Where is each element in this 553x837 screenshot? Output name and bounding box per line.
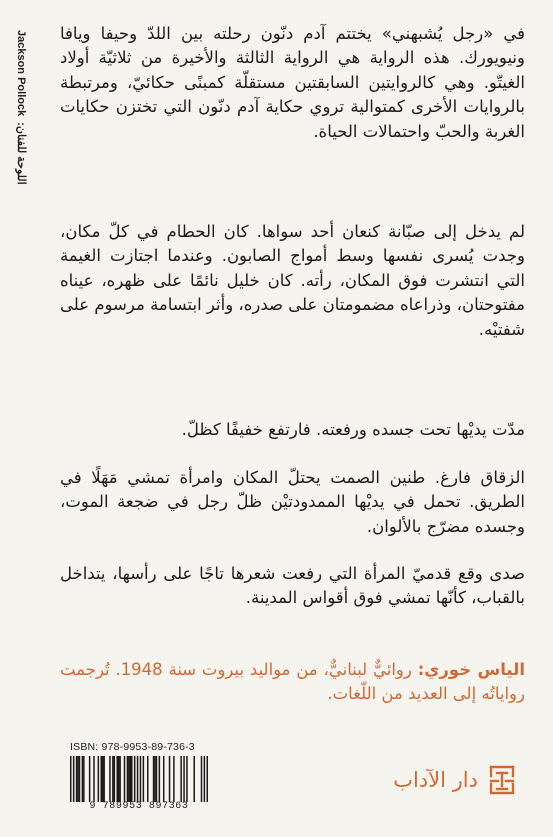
blurb-paragraph-excerpt-3: الزقاق فارغ. طنين الصمت يحتلّ المكان وامرأة تمشي مَهَلًا في الطريق. تحمل في يديْها الممدودتيْن ظلّ رجل في ضجعة الموت، وجسده مضرّج بالألوان. [60, 468, 525, 536]
barcode-bar [77, 756, 79, 802]
barcode-bar [134, 756, 136, 802]
barcode-bar [118, 756, 120, 802]
barcode-bar [183, 756, 185, 802]
blurb-paragraph-excerpt-2: مدّت يديْها تحت جسده ورفعته. فارتفع خفيفًا كظلّ. [181, 420, 525, 439]
barcode-bar [89, 756, 91, 802]
barcode-bar [83, 756, 85, 802]
barcode-bar [124, 756, 126, 802]
barcode-bar [147, 756, 149, 802]
barcode-bar [180, 756, 182, 802]
barcode-bar [93, 756, 95, 802]
barcode-bar [154, 756, 156, 802]
barcode-bar [127, 756, 129, 802]
barcode-bar [130, 756, 132, 802]
barcode-bar [82, 756, 84, 802]
barcode-bar [163, 756, 165, 802]
isbn-label: ISBN: 978-9953-89-736-3 [70, 741, 195, 753]
blurb-paragraph-excerpt-1: لم يدخل إلى صبّانة كنعان أحد سواها. كان الحطام في كلّ مكان، وجدت يُسرى نفسها وسط أمواج الصابون. وعندما اجتازت الغيمة التي انتشرت فوق المكان، رأته. كان خليل نائمًا على ظهره، عيناه مفتوحتان، وذراعاه مضمومتان على صدره، وأثر ابتسامة مرسوم على شفتيْه. [60, 222, 525, 339]
barcode-bar [116, 756, 118, 802]
barcode-bar [70, 756, 72, 802]
barcode-bar [193, 756, 195, 802]
barcode-bar [201, 756, 203, 802]
barcode-bar [169, 756, 171, 802]
author-bio-paragraph [60, 658, 525, 707]
barcode-bar [114, 756, 116, 802]
barcode-bar [207, 756, 208, 802]
barcode-bar [143, 756, 145, 802]
barcode-bar [73, 756, 75, 802]
publisher-block [393, 760, 516, 800]
author-bio: روائيٌّ لبنانيٌّ، من مواليد بيروت سنة 1948. تُرجمت رواياتُه إلى العديد من اللّغات. [60, 660, 525, 704]
barcode-bar [204, 756, 206, 802]
publisher-name: دار الآداب [393, 768, 478, 792]
blurb-paragraph-intro: في «رجل يُشبهني» يختتم آدم دنّون رحلته بين اللدّ وحيفا ويافا ونيويورك. هذه الرواية هي الرواية الثالثة والأخيرة من ثلاثيّة أولاد الغيتّو. وهي كالروايتين السابقتين مستقلّة كمبنًى حكائيّ، ومرتبطة بالروايات الأخرى كمتوالية تروي حكاية آدم دنّون التي تختزن حكايات الغربة والحبّ واحتمالات الحياة. [60, 24, 525, 141]
blurb-paragraph-excerpt-4: صدى وقع قدميّ المرأة التي رفعت شعرها تاجًا على رأسها، يتداخل بالقباب، كأنّها تمشي فوق أقواس المدينة. [60, 564, 525, 608]
barcode-bar [112, 756, 114, 802]
artist-name: Jackson Pollock [15, 30, 27, 117]
barcode-bar [119, 756, 121, 802]
barcode-bar [109, 756, 111, 802]
barcode-bar [137, 756, 139, 802]
barcode-bar [79, 756, 81, 802]
barcode-bar [156, 756, 158, 802]
isbn-barcode [70, 756, 208, 802]
barcode-bar [159, 756, 161, 802]
barcode-bar [153, 756, 155, 802]
cover-art-credit [10, 30, 32, 300]
barcode-bar [128, 756, 130, 802]
barcode-bar [98, 756, 100, 802]
author-name: الياس خوري: [417, 660, 525, 679]
barcode-bar [101, 756, 103, 802]
dar-al-adab-logo-icon [488, 764, 516, 796]
barcode-bar [76, 756, 78, 802]
barcode-bar [140, 756, 142, 802]
barcode-bar [103, 756, 105, 802]
artist-credit-label: اللوحة للفنان: [15, 122, 27, 185]
barcode-digits: 9 789953 897363 [89, 801, 189, 812]
barcode-bar [131, 756, 133, 802]
barcode-bar [186, 756, 188, 802]
barcode-bar [173, 756, 175, 802]
barcode-bar [102, 756, 104, 802]
